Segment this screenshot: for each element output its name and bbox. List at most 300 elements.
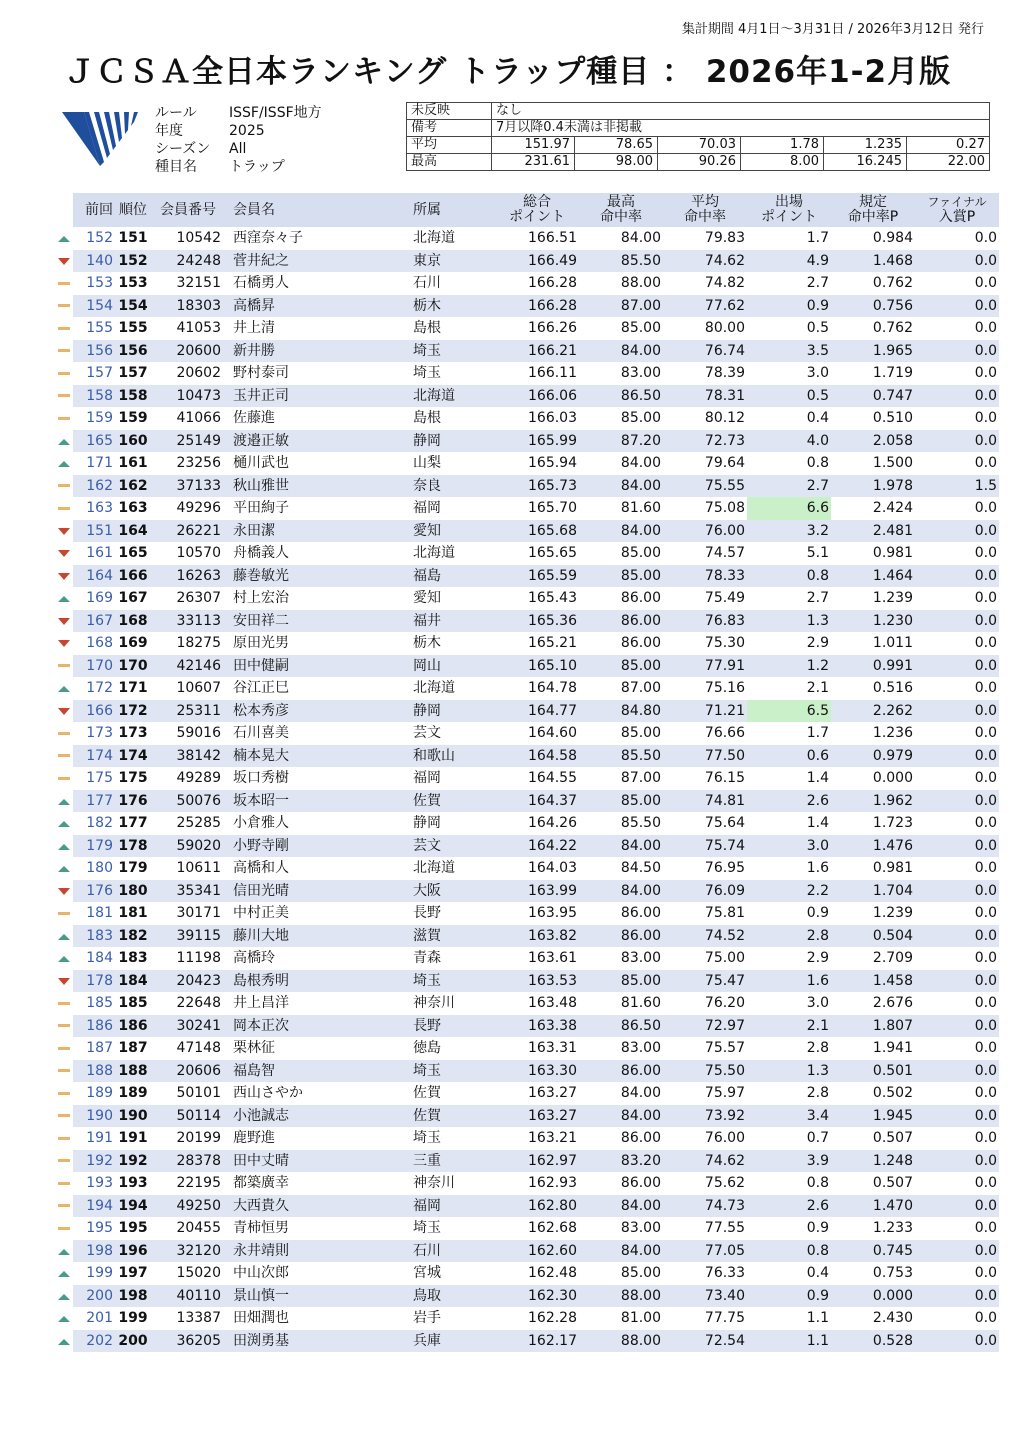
notes-label: 未反映 <box>407 103 492 120</box>
member-name-cell: 高橋昇 <box>225 295 406 318</box>
total-points-cell: 162.80 <box>495 1195 579 1218</box>
column-header-line: ファイナル <box>927 195 987 209</box>
entry-points-cell: 1.3 <box>747 610 831 633</box>
rule-hit-points-cell: 1.476 <box>831 835 915 858</box>
rank-cell: 153 <box>118 275 148 292</box>
rule-hit-points-cell: 2.262 <box>831 700 915 723</box>
affiliation-cell: 鳥取 <box>406 1285 495 1308</box>
member-name-cell: 高橋和人 <box>233 860 289 877</box>
trend-cell <box>55 722 73 745</box>
rank-cell: 178 <box>115 835 151 858</box>
avg-hit-rate-cell: 74.82 <box>704 275 745 292</box>
rule-hit-points-cell: 1.230 <box>831 610 915 633</box>
member-name-cell: 田渕勇基 <box>225 1330 406 1353</box>
entry-points-cell: 2.8 <box>806 1085 829 1102</box>
trend-cell <box>55 970 73 993</box>
stats-value: 8.00 <box>741 154 824 171</box>
member-name-cell: 原田光男 <box>233 635 289 652</box>
stats-value: 90.26 <box>658 154 741 171</box>
best-hit-rate-cell: 84.00 <box>620 230 661 247</box>
prev-rank-cell: 158 <box>73 385 115 408</box>
rank-down-icon <box>58 550 70 557</box>
final-prize-points-cell: 0.0 <box>974 1175 997 1192</box>
total-points-cell: 163.61 <box>528 950 577 967</box>
trend-cell <box>55 677 73 700</box>
rule-hit-points-cell: 0.000 <box>831 1285 915 1308</box>
rule-hit-points-cell: 1.239 <box>872 590 913 607</box>
member-no-cell: 39115 <box>151 925 225 948</box>
member-name-cell: 小野寺剛 <box>225 835 406 858</box>
member-no-cell: 20423 <box>151 970 225 993</box>
prev-rank-cell: 170 <box>73 655 115 678</box>
member-no-cell: 37133 <box>151 475 225 498</box>
best-hit-rate-cell: 85.50 <box>620 815 661 832</box>
final-prize-points-cell: 0.0 <box>915 1060 999 1083</box>
prev-rank-cell: 167 <box>73 610 115 633</box>
best-hit-rate-cell: 85.00 <box>620 545 661 562</box>
affiliation-cell: 島根 <box>413 320 441 337</box>
rank-down-icon <box>58 708 70 715</box>
avg-hit-rate-cell: 76.74 <box>663 340 747 363</box>
total-points-cell: 166.21 <box>495 340 579 363</box>
rule-hit-points-cell: 0.756 <box>831 295 915 318</box>
avg-hit-rate-cell: 79.83 <box>704 230 745 247</box>
member-no-cell: 16263 <box>151 565 225 588</box>
avg-hit-rate-cell: 72.54 <box>663 1330 747 1353</box>
total-points-cell: 164.26 <box>528 815 577 832</box>
member-no-cell: 41053 <box>176 320 221 337</box>
member-no-cell: 26221 <box>151 520 225 543</box>
meta-value: トラップ <box>229 159 285 175</box>
best-hit-rate-cell: 81.60 <box>620 500 661 517</box>
rank-cell: 200 <box>115 1330 151 1353</box>
rank-up-icon <box>58 1339 70 1345</box>
total-points-cell: 163.21 <box>528 1130 577 1147</box>
rank-cell: 179 <box>118 860 148 877</box>
stats-value: 0.27 <box>907 137 990 154</box>
member-no-cell: 47148 <box>176 1040 221 1057</box>
meta-label: シーズン <box>155 141 211 157</box>
trend-cell <box>55 1150 73 1173</box>
total-points-cell: 164.03 <box>528 860 577 877</box>
prev-rank-cell: 169 <box>86 590 113 607</box>
table-row <box>55 1105 999 1128</box>
rank-cell: 163 <box>118 500 148 517</box>
avg-hit-rate-cell: 74.62 <box>663 1150 747 1173</box>
best-hit-rate-cell: 84.00 <box>579 1240 663 1263</box>
final-prize-points-cell: 0.0 <box>974 590 997 607</box>
affiliation-cell: 北海道 <box>413 680 455 697</box>
entry-points-cell: 0.4 <box>806 1265 829 1282</box>
rank-cell: 168 <box>115 610 151 633</box>
rule-hit-points-cell: 0.501 <box>831 1060 915 1083</box>
trend-cell <box>55 947 73 970</box>
rank-same-icon <box>58 1069 70 1072</box>
prev-rank-cell: 161 <box>86 545 113 562</box>
prev-rank-cell: 184 <box>86 950 113 967</box>
avg-hit-rate-cell: 76.15 <box>704 770 745 787</box>
entry-points-cell: 3.0 <box>806 995 829 1012</box>
stats-value: 1.78 <box>741 137 824 154</box>
final-prize-points-cell: 0.0 <box>915 250 999 273</box>
stats-value: 98.00 <box>575 154 658 171</box>
total-points-cell: 164.55 <box>528 770 577 787</box>
avg-hit-rate-cell: 75.50 <box>663 1060 747 1083</box>
rank-cell: 194 <box>115 1195 151 1218</box>
trend-cell <box>55 520 73 543</box>
avg-hit-rate-cell: 74.62 <box>663 250 747 273</box>
affiliation-cell: 愛知 <box>413 590 441 607</box>
table-row <box>55 1037 999 1060</box>
rank-up-icon <box>58 1316 70 1322</box>
total-points-cell: 165.21 <box>528 635 577 652</box>
affiliation-cell: 岡山 <box>406 655 495 678</box>
avg-hit-rate-cell: 75.57 <box>704 1040 745 1057</box>
member-no-cell: 20455 <box>176 1220 221 1237</box>
final-prize-points-cell: 0.0 <box>974 1310 997 1327</box>
rank-down-icon <box>58 528 70 535</box>
table-row <box>55 497 999 520</box>
member-no-cell: 49289 <box>176 770 221 787</box>
column-header-line: 規定 <box>859 194 887 210</box>
affiliation-cell: 静岡 <box>406 700 495 723</box>
rank-cell: 152 <box>115 250 151 273</box>
total-points-cell: 164.22 <box>495 835 579 858</box>
total-points-cell: 162.68 <box>528 1220 577 1237</box>
trend-cell <box>55 385 73 408</box>
best-hit-rate-cell: 84.00 <box>579 1195 663 1218</box>
final-prize-points-cell: 0.0 <box>974 410 997 427</box>
final-prize-points-cell: 0.0 <box>974 1085 997 1102</box>
member-name-cell: 田畑潤也 <box>233 1310 289 1327</box>
member-name-cell: 藤川大地 <box>225 925 406 948</box>
member-name-cell: 永井靖則 <box>225 1240 406 1263</box>
affiliation-cell: 宮城 <box>413 1265 441 1282</box>
rule-hit-points-cell: 0.984 <box>872 230 913 247</box>
column-header-final <box>915 193 999 227</box>
rank-cell: 182 <box>115 925 151 948</box>
avg-hit-rate-cell: 74.81 <box>663 790 747 813</box>
final-prize-points-cell: 0.0 <box>974 815 997 832</box>
entry-points-cell: 2.6 <box>747 790 831 813</box>
affiliation-cell: 北海道 <box>406 385 495 408</box>
member-name-cell: 青柿恒男 <box>233 1220 289 1237</box>
avg-hit-rate-cell: 76.33 <box>704 1265 745 1282</box>
final-prize-points-cell: 0.0 <box>974 905 997 922</box>
stats-max-row <box>407 154 990 171</box>
prev-rank-cell: 155 <box>86 320 113 337</box>
total-points-cell: 165.99 <box>495 430 579 453</box>
affiliation-cell: 埼玉 <box>406 1060 495 1083</box>
affiliation-cell: 岩手 <box>413 1310 441 1327</box>
avg-hit-rate-cell: 78.33 <box>663 565 747 588</box>
affiliation-cell: 東京 <box>406 250 495 273</box>
stats-label: 平均 <box>407 137 492 154</box>
final-prize-points-cell: 0.0 <box>974 770 997 787</box>
rule-hit-points-cell: 1.704 <box>831 880 915 903</box>
best-hit-rate-cell: 84.00 <box>579 520 663 543</box>
member-no-cell: 41066 <box>176 410 221 427</box>
entry-points-cell: 1.7 <box>806 725 829 742</box>
affiliation-cell: 芸文 <box>406 835 495 858</box>
member-name-cell: 田中健嗣 <box>225 655 406 678</box>
trend-cell <box>55 250 73 273</box>
prev-rank-cell: 162 <box>73 475 115 498</box>
trend-header <box>55 193 73 227</box>
prev-rank-cell: 192 <box>73 1150 115 1173</box>
best-hit-rate-cell: 86.50 <box>579 385 663 408</box>
rule-hit-points-cell: 1.945 <box>831 1105 915 1128</box>
avg-hit-rate-cell: 75.49 <box>704 590 745 607</box>
table-row <box>55 700 999 723</box>
avg-hit-rate-cell: 77.50 <box>663 745 747 768</box>
column-header-name: 会員名 <box>225 193 406 227</box>
table-row <box>55 902 999 925</box>
trend-cell <box>55 1060 73 1083</box>
entry-points-cell: 2.7 <box>747 475 831 498</box>
rank-same-icon <box>58 1114 70 1117</box>
best-hit-rate-cell: 85.00 <box>620 320 661 337</box>
best-hit-rate-cell: 85.00 <box>579 565 663 588</box>
avg-hit-rate-cell: 73.40 <box>663 1285 747 1308</box>
member-name-cell: 石橋勇人 <box>233 275 289 292</box>
avg-hit-rate-cell: 72.97 <box>663 1015 747 1038</box>
entry-points-cell: 3.5 <box>747 340 831 363</box>
total-points-cell: 162.30 <box>495 1285 579 1308</box>
member-name-cell: 西窪奈々子 <box>233 230 303 247</box>
final-prize-points-cell: 0.0 <box>974 1265 997 1282</box>
total-points-cell: 164.77 <box>495 700 579 723</box>
avg-hit-rate-cell: 79.64 <box>704 455 745 472</box>
affiliation-cell: 青森 <box>413 950 441 967</box>
affiliation-cell: 埼玉 <box>406 340 495 363</box>
rank-up-icon <box>58 461 70 467</box>
avg-hit-rate-cell: 75.00 <box>704 950 745 967</box>
total-points-cell: 165.36 <box>495 610 579 633</box>
stats-value: 70.03 <box>658 137 741 154</box>
rank-up-icon <box>58 1294 70 1300</box>
member-no-cell: 20600 <box>151 340 225 363</box>
rank-same-icon <box>58 327 70 330</box>
affiliation-cell: 兵庫 <box>406 1330 495 1353</box>
final-prize-points-cell: 0.0 <box>915 385 999 408</box>
rule-hit-points-cell: 2.481 <box>831 520 915 543</box>
final-prize-points-cell: 0.0 <box>915 295 999 318</box>
rank-cell: 157 <box>118 365 148 382</box>
member-no-cell: 10542 <box>176 230 221 247</box>
prev-rank-cell: 191 <box>86 1130 113 1147</box>
column-header-affiliation: 所属 <box>406 193 495 227</box>
notes-value: なし <box>492 103 990 120</box>
entry-points-cell: 0.8 <box>806 1175 829 1192</box>
rank-up-icon <box>58 1271 70 1277</box>
column-header-line: 最高 <box>607 194 635 210</box>
rank-same-icon <box>58 1024 70 1027</box>
rank-down-icon <box>58 618 70 625</box>
table-row <box>55 362 999 385</box>
rank-cell: 177 <box>118 815 148 832</box>
final-prize-points-cell: 0.0 <box>974 950 997 967</box>
rank-down-icon <box>58 978 70 985</box>
final-prize-points-cell: 0.0 <box>915 430 999 453</box>
table-row <box>55 317 999 340</box>
final-prize-points-cell: 0.0 <box>974 455 997 472</box>
member-name-cell: 平田絢子 <box>233 500 289 517</box>
member-name-cell: 小倉雅人 <box>233 815 289 832</box>
table-row <box>55 1015 999 1038</box>
affiliation-cell: 山梨 <box>413 455 441 472</box>
table-row <box>55 407 999 430</box>
avg-hit-rate-cell: 76.83 <box>663 610 747 633</box>
entry-points-cell: 0.8 <box>747 1240 831 1263</box>
avg-hit-rate-cell: 80.12 <box>704 410 745 427</box>
column-header-line: 平均 <box>691 194 719 210</box>
affiliation-cell: 福島 <box>406 565 495 588</box>
final-prize-points-cell: 0.0 <box>915 1285 999 1308</box>
best-hit-rate-cell: 84.00 <box>579 1105 663 1128</box>
entry-points-cell: 0.9 <box>747 1285 831 1308</box>
affiliation-cell: 和歌山 <box>406 745 495 768</box>
member-no-cell: 28378 <box>151 1150 225 1173</box>
rank-up-icon <box>58 821 70 827</box>
prev-rank-cell: 176 <box>73 880 115 903</box>
meta-value: ISSF/ISSF地方 <box>229 105 322 121</box>
rank-same-icon <box>58 304 70 307</box>
column-header-line: 総合 <box>523 194 551 210</box>
notes-row <box>407 103 990 120</box>
best-hit-rate-cell: 84.00 <box>579 835 663 858</box>
member-name-cell: 新井勝 <box>225 340 406 363</box>
rank-cell: 161 <box>118 455 148 472</box>
entry-points-cell: 2.7 <box>806 590 829 607</box>
stats-value: 16.245 <box>824 154 907 171</box>
table-row <box>55 947 999 970</box>
best-hit-rate-cell: 85.50 <box>579 745 663 768</box>
member-no-cell: 10473 <box>151 385 225 408</box>
best-hit-rate-cell: 88.00 <box>579 1330 663 1353</box>
final-prize-points-cell: 0.0 <box>974 500 997 517</box>
trend-cell <box>55 1217 73 1240</box>
member-no-cell: 25311 <box>151 700 225 723</box>
rule-hit-points-cell: 2.676 <box>872 995 913 1012</box>
trend-cell <box>55 475 73 498</box>
trend-cell <box>55 790 73 813</box>
affiliation-cell: 福岡 <box>406 1195 495 1218</box>
best-hit-rate-cell: 86.00 <box>579 925 663 948</box>
table-row <box>55 587 999 610</box>
meta-value: All <box>229 141 247 157</box>
final-prize-points-cell: 0.0 <box>915 970 999 993</box>
prev-rank-cell: 165 <box>73 430 115 453</box>
rule-hit-points-cell: 1.719 <box>872 365 913 382</box>
best-hit-rate-cell: 85.00 <box>579 655 663 678</box>
trend-cell <box>55 1127 73 1150</box>
affiliation-cell: 栃木 <box>406 295 495 318</box>
avg-hit-rate-cell: 76.66 <box>704 725 745 742</box>
rank-same-icon <box>58 912 70 915</box>
affiliation-cell: 北海道 <box>413 230 455 247</box>
rule-hit-points-cell: 0.000 <box>872 770 913 787</box>
trend-cell <box>55 362 73 385</box>
rank-cell: 173 <box>118 725 148 742</box>
member-name-cell: 玉井正司 <box>225 385 406 408</box>
prev-rank-cell: 151 <box>73 520 115 543</box>
rank-cell: 180 <box>115 880 151 903</box>
ranking-table-body <box>55 227 999 1352</box>
avg-hit-rate-cell: 75.81 <box>704 905 745 922</box>
entry-points-cell: 2.2 <box>747 880 831 903</box>
affiliation-cell: 長野 <box>406 1015 495 1038</box>
prev-rank-cell: 202 <box>73 1330 115 1353</box>
total-points-cell: 165.59 <box>495 565 579 588</box>
member-name-cell: 福島智 <box>225 1060 406 1083</box>
entry-points-cell: 2.6 <box>747 1195 831 1218</box>
final-prize-points-cell: 0.0 <box>915 340 999 363</box>
total-points-cell: 162.60 <box>495 1240 579 1263</box>
member-no-cell: 24248 <box>151 250 225 273</box>
notes-label: 備考 <box>407 120 492 137</box>
summary-stats-table <box>406 102 990 171</box>
entry-points-cell: 2.1 <box>747 1015 831 1038</box>
table-row <box>55 227 999 250</box>
avg-hit-rate-cell: 75.64 <box>704 815 745 832</box>
affiliation-cell: 長野 <box>413 905 441 922</box>
best-hit-rate-cell: 84.00 <box>579 475 663 498</box>
prev-rank-cell: 190 <box>73 1105 115 1128</box>
avg-hit-rate-cell: 77.05 <box>663 1240 747 1263</box>
table-row <box>55 970 999 993</box>
member-name-cell: 高橋玲 <box>233 950 275 967</box>
total-points-cell: 166.03 <box>528 410 577 427</box>
rule-hit-points-cell: 1.468 <box>831 250 915 273</box>
affiliation-cell: 福岡 <box>413 770 441 787</box>
trend-cell <box>55 272 73 295</box>
rank-cell: 164 <box>115 520 151 543</box>
table-row <box>55 1330 999 1353</box>
table-row <box>55 992 999 1015</box>
member-no-cell: 59020 <box>151 835 225 858</box>
prev-rank-cell: 181 <box>86 905 113 922</box>
prev-rank-cell: 189 <box>86 1085 113 1102</box>
column-header-line: 入賞P <box>938 209 976 225</box>
member-no-cell: 26307 <box>176 590 221 607</box>
prev-rank-cell: 185 <box>86 995 113 1012</box>
total-points-cell: 162.97 <box>495 1150 579 1173</box>
member-name-cell: 都築廣幸 <box>233 1175 289 1192</box>
final-prize-points-cell: 0.0 <box>915 1015 999 1038</box>
rank-cell: 171 <box>118 680 148 697</box>
column-header-prev: 前回 <box>73 193 115 227</box>
affiliation-cell: 北海道 <box>413 545 455 562</box>
affiliation-cell: 佐賀 <box>406 1105 495 1128</box>
rule-hit-points-cell: 2.058 <box>831 430 915 453</box>
final-prize-points-cell: 0.0 <box>974 1040 997 1057</box>
member-name-cell: 小池誠志 <box>225 1105 406 1128</box>
rank-cell: 151 <box>118 230 148 247</box>
avg-hit-rate-cell: 74.52 <box>663 925 747 948</box>
prev-rank-cell: 182 <box>86 815 113 832</box>
column-header-line: 出場 <box>775 194 803 210</box>
rule-hit-points-cell: 1.470 <box>831 1195 915 1218</box>
rank-cell: 165 <box>118 545 148 562</box>
trend-cell <box>55 1240 73 1263</box>
member-name-cell: 鹿野進 <box>233 1130 275 1147</box>
prev-rank-cell: 179 <box>73 835 115 858</box>
entry-points-cell: 2.9 <box>806 635 829 652</box>
affiliation-cell: 埼玉 <box>413 1130 441 1147</box>
member-name-cell: 楠本晃大 <box>225 745 406 768</box>
column-header-line: 命中率 <box>600 209 642 225</box>
